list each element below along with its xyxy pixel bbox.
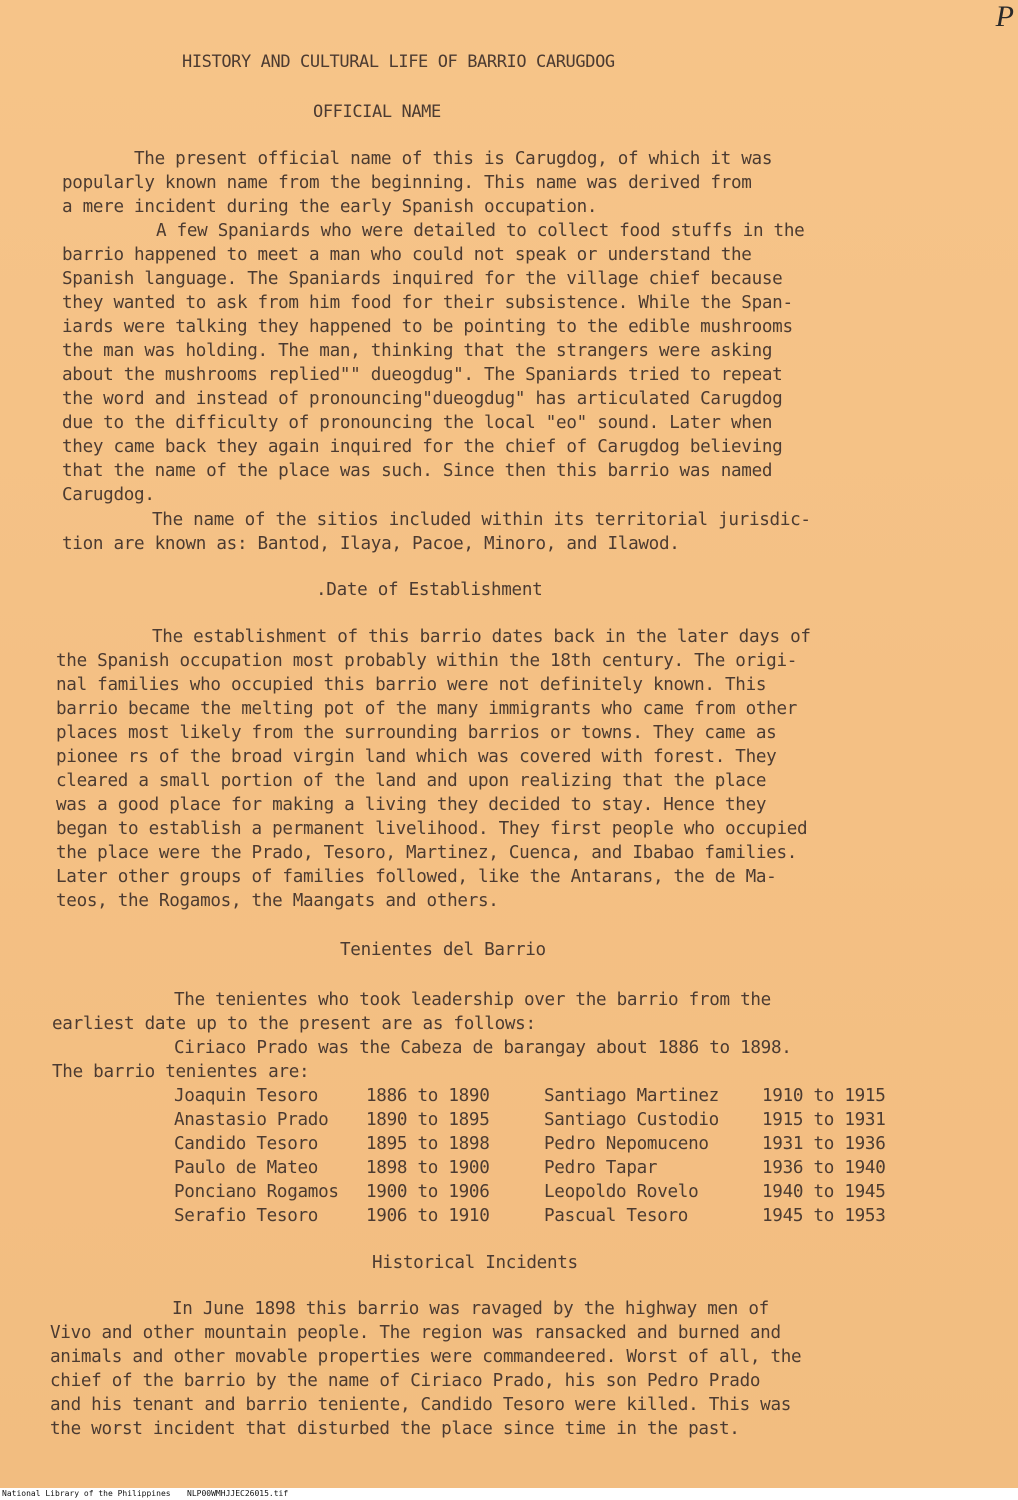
teniente-years: 1936 to 1940 <box>762 1158 886 1178</box>
teniente-years: 1900 to 1906 <box>366 1182 490 1202</box>
section-heading-official-name: OFFICIAL NAME <box>313 102 441 122</box>
teniente-years: 1931 to 1936 <box>762 1134 886 1154</box>
teniente-name: Leopoldo Rovelo <box>544 1182 699 1202</box>
teniente-name: Pascual Tesoro <box>544 1206 689 1226</box>
paragraph-line: that the name of the place was such. Since then this barrio was named <box>62 461 773 481</box>
paragraph-line: Vivo and other mountain people. The region was ransacked and burned and <box>50 1323 781 1343</box>
paragraph-line: The barrio tenientes are: <box>52 1062 310 1082</box>
paragraph-line: The name of the sitios included within its territorial jurisdic- <box>152 510 811 530</box>
paragraph-line: A few Spaniards who were detailed to collect food stuffs in the <box>156 221 805 241</box>
paragraph-line: they came back they again inquired for the chief of Carugdog believing <box>62 437 783 457</box>
teniente-name: Santiago Custodio <box>544 1110 719 1130</box>
paragraph-line: earliest date up to the present are as follows: <box>52 1014 536 1034</box>
paragraph-line: Later other groups of families followed, like the Antarans, the de Ma- <box>56 867 777 887</box>
paragraph-line: cleared a small portion of the land and upon realizing that the place <box>56 771 767 791</box>
paragraph-line: was a good place for making a living they decided to stay. Hence they <box>56 795 767 815</box>
paragraph-line: The establishment of this barrio dates back in the later days of <box>152 627 811 647</box>
teniente-years: 1906 to 1910 <box>366 1206 490 1226</box>
paragraph-line: barrio became the melting pot of the many immigrants who came from other <box>56 699 798 719</box>
paragraph-line: they wanted to ask from him food for their subsistence. While the Span- <box>62 293 793 313</box>
teniente-name: Candido Tesoro <box>174 1134 319 1154</box>
section-heading-incidents: Historical Incidents <box>372 1253 578 1273</box>
teniente-years: 1915 to 1931 <box>762 1110 886 1130</box>
paragraph-line: the worst incident that disturbed the place since time in the past. <box>50 1419 740 1439</box>
paragraph-line: places most likely from the surrounding barrios or towns. They came as <box>56 723 777 743</box>
teniente-name: Santiago Martinez <box>544 1086 719 1106</box>
paragraph-line: barrio happened to meet a man who could not speak or understand the <box>62 245 752 265</box>
footer-file: NLP00WMHJJEC26015.tif <box>187 1489 289 1498</box>
paragraph-line: about the mushrooms replied"" dueogdug". The Spaniards tried to repeat <box>62 365 783 385</box>
paragraph-line: tion are known as: Bantod, Ilaya, Pacoe, Minoro, and Ilawod. <box>62 534 680 554</box>
document-title: HISTORY AND CULTURAL LIFE OF BARRIO CARUGDOG <box>182 52 615 72</box>
paragraph-line: the Spanish occupation most probably within the 18th century. The origi- <box>56 651 798 671</box>
paragraph-line: due to the difficulty of pronouncing the local "eo" sound. Later when <box>62 413 773 433</box>
teniente-years: 1910 to 1915 <box>762 1086 886 1106</box>
paragraph-line: The tenientes who took leadership over the barrio from the <box>174 990 771 1010</box>
teniente-years: 1940 to 1945 <box>762 1182 886 1202</box>
teniente-name: Ponciano Rogamos <box>174 1182 339 1202</box>
teniente-name: Serafio Tesoro <box>174 1206 319 1226</box>
paragraph-line: nal families who occupied this barrio were not definitely known. This <box>56 675 767 695</box>
section-heading-tenientes: Tenientes del Barrio <box>340 940 546 960</box>
paragraph-line: Spanish language. The Spaniards inquired for the village chief because <box>62 269 783 289</box>
teniente-years: 1945 to 1953 <box>762 1206 886 1226</box>
teniente-name: Pedro Tapar <box>544 1158 658 1178</box>
paragraph-line: The present official name of this is Carugdog, of which it was <box>134 149 773 169</box>
paragraph-line: the man was holding. The man, thinking that the strangers were asking <box>62 341 773 361</box>
paragraph-line: a mere incident during the early Spanish occupation. <box>62 197 598 217</box>
paragraph-line: teos, the Rogamos, the Maangats and others. <box>56 891 499 911</box>
paragraph-line: the word and instead of pronouncing"dueogdug" has articulated Carugdog <box>62 389 783 409</box>
paragraph-line: chief of the barrio by the name of Ciriaco Prado, his son Pedro Prado <box>50 1371 761 1391</box>
paragraph-line: the place were the Prado, Tesoro, Martinez, Cuenca, and Ibabao families. <box>56 843 798 863</box>
scan-footer <box>0 1488 1018 1500</box>
paragraph-line: popularly known name from the beginning. This name was derived from <box>62 173 752 193</box>
teniente-name: Pedro Nepomuceno <box>544 1134 709 1154</box>
teniente-name: Paulo de Mateo <box>174 1158 319 1178</box>
paragraph-line: began to establish a permanent livelihood. They first people who occupied <box>56 819 808 839</box>
teniente-years: 1890 to 1895 <box>366 1110 490 1130</box>
section-heading-establishment: .Date of Establishment <box>316 580 543 600</box>
paragraph-line: pionee rs of the broad virgin land which was covered with forest. They <box>56 747 777 767</box>
corner-handwritten-mark: P <box>995 0 1014 33</box>
teniente-name: Anastasio Prado <box>174 1110 329 1130</box>
teniente-years: 1895 to 1898 <box>366 1134 490 1154</box>
paragraph-line: Ciriaco Prado was the Cabeza de barangay about 1886 to 1898. <box>174 1038 792 1058</box>
paragraph-line: Carugdog. <box>62 485 155 505</box>
paragraph-line: animals and other movable properties were commandeered. Worst of all, the <box>50 1347 802 1367</box>
paragraph-line: and his tenant and barrio teniente, Candido Tesoro were killed. This was <box>50 1395 792 1415</box>
paragraph-line: In June 1898 this barrio was ravaged by the highway men of <box>172 1299 769 1319</box>
teniente-years: 1898 to 1900 <box>366 1158 490 1178</box>
footer-library: National Library of the Philippines <box>2 1489 171 1498</box>
paragraph-line: iards were talking they happened to be pointing to the edible mushrooms <box>62 317 793 337</box>
teniente-years: 1886 to 1890 <box>366 1086 490 1106</box>
teniente-name: Joaquin Tesoro <box>174 1086 319 1106</box>
